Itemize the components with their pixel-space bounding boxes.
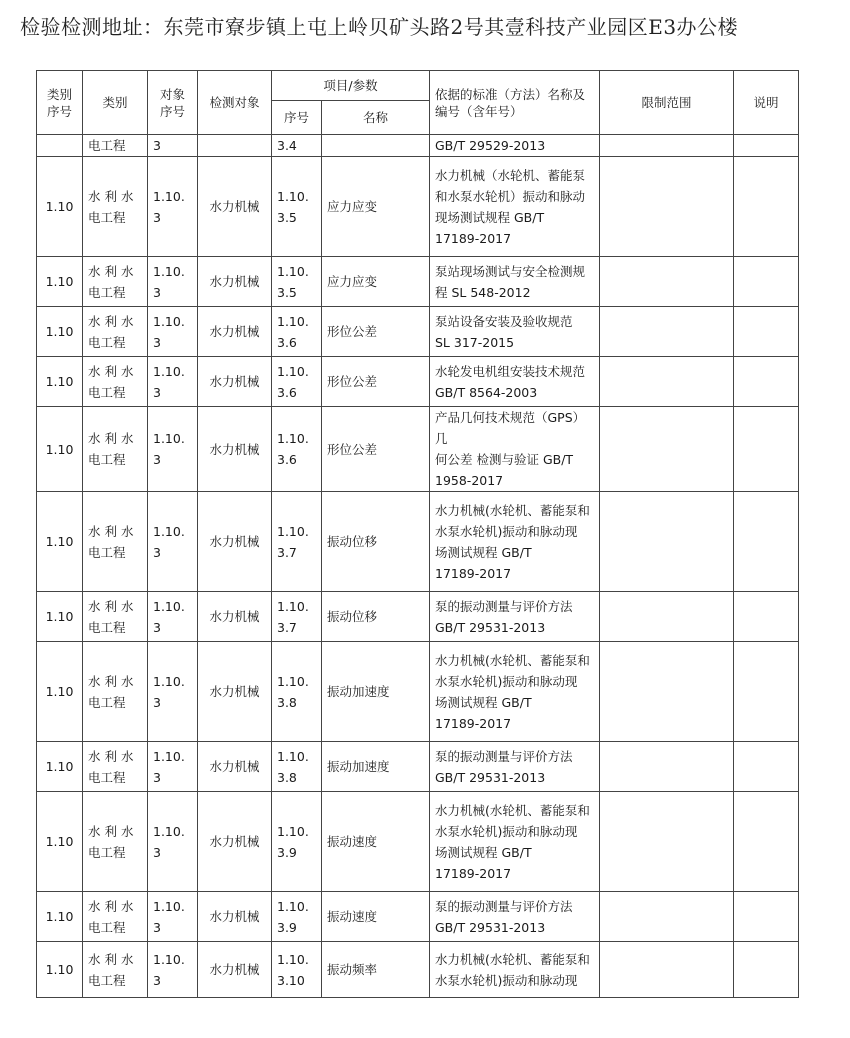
category-no-cell: 1.10 xyxy=(37,942,83,998)
page-title: 检验检测地址：东莞市寮步镇上屯上岭贝矿头路2号其壹科技产业园区E3办公楼 xyxy=(20,15,739,39)
standard-cell: 产品几何技术规范（GPS）几 何公差 检测与验证 GB/T 1958-2017 xyxy=(430,407,600,492)
param-no-cell: 1.10. 3.6 xyxy=(272,407,322,492)
note-cell xyxy=(734,592,799,642)
param-no-cell: 1.10. 3.6 xyxy=(272,307,322,357)
limit-cell xyxy=(600,135,734,157)
param-name-cell: 形位公差 xyxy=(322,307,430,357)
table-row xyxy=(37,135,799,157)
category-cell: 水 利 水 电工程 xyxy=(83,257,148,307)
table-row xyxy=(37,892,799,942)
param-no-cell: 1.10. 3.8 xyxy=(272,742,322,792)
header-param-name: 名称 xyxy=(322,101,430,135)
limit-cell xyxy=(600,357,734,407)
object-cell: 水力机械 xyxy=(198,592,272,642)
standard-cell: 水力机械(水轮机、蓄能泵和 水泵水轮机)振动和脉动现 场测试规程 GB/T 17189-2017 xyxy=(430,492,600,592)
object-cell: 水力机械 xyxy=(198,257,272,307)
limit-cell xyxy=(600,407,734,492)
limit-cell xyxy=(600,592,734,642)
table-row xyxy=(37,492,799,592)
object-no-cell: 1.10. 3 xyxy=(148,592,198,642)
object-cell: 水力机械 xyxy=(198,642,272,742)
object-cell xyxy=(198,135,272,157)
limit-cell xyxy=(600,892,734,942)
object-cell: 水力机械 xyxy=(198,792,272,892)
table-row xyxy=(37,742,799,792)
object-no-cell: 1.10. 3 xyxy=(148,407,198,492)
header-param-group: 项目/参数 xyxy=(272,71,430,101)
standard-cell: 泵的振动测量与评价方法 GB/T 29531-2013 xyxy=(430,592,600,642)
standard-cell: 泵的振动测量与评价方法 GB/T 29531-2013 xyxy=(430,892,600,942)
limit-cell xyxy=(600,307,734,357)
standard-cell: 泵站现场测试与安全检测规 程 SL 548-2012 xyxy=(430,257,600,307)
standard-cell: 泵的振动测量与评价方法 GB/T 29531-2013 xyxy=(430,742,600,792)
category-no-cell: 1.10 xyxy=(37,892,83,942)
param-no-cell: 1.10. 3.5 xyxy=(272,157,322,257)
limit-cell xyxy=(600,492,734,592)
category-cell: 水 利 水 电工程 xyxy=(83,642,148,742)
param-no-cell: 1.10. 3.7 xyxy=(272,492,322,592)
object-no-cell: 1.10. 3 xyxy=(148,742,198,792)
category-cell: 水 利 水 电工程 xyxy=(83,592,148,642)
table-row xyxy=(37,792,799,892)
note-cell xyxy=(734,792,799,892)
category-cell: 水 利 水 电工程 xyxy=(83,407,148,492)
limit-cell xyxy=(600,792,734,892)
header-note: 说明 xyxy=(734,71,799,135)
header-limit: 限制范围 xyxy=(600,71,734,135)
category-cell: 电工程 xyxy=(83,135,148,157)
header-standard: 依据的标准（方法）名称及 编号（含年号） xyxy=(430,71,600,135)
param-no-cell: 1.10. 3.10 xyxy=(272,942,322,998)
param-name-cell: 形位公差 xyxy=(322,407,430,492)
category-no-cell: 1.10 xyxy=(37,357,83,407)
param-no-cell: 3.4 xyxy=(272,135,322,157)
note-cell xyxy=(734,942,799,998)
object-no-cell: 1.10. 3 xyxy=(148,942,198,998)
category-no-cell: 1.10 xyxy=(37,257,83,307)
object-no-cell: 1.10. 3 xyxy=(148,307,198,357)
category-cell: 水 利 水 电工程 xyxy=(83,157,148,257)
object-cell: 水力机械 xyxy=(198,157,272,257)
limit-cell xyxy=(600,157,734,257)
note-cell xyxy=(734,357,799,407)
table-row xyxy=(37,257,799,307)
param-no-cell: 1.10. 3.9 xyxy=(272,892,322,942)
standard-cell: 泵站设备安装及验收规范 SL 317-2015 xyxy=(430,307,600,357)
limit-cell xyxy=(600,742,734,792)
note-cell xyxy=(734,135,799,157)
category-cell: 水 利 水 电工程 xyxy=(83,492,148,592)
param-name-cell: 应力应变 xyxy=(322,257,430,307)
category-no-cell: 1.10 xyxy=(37,792,83,892)
note-cell xyxy=(734,407,799,492)
note-cell xyxy=(734,742,799,792)
table-row xyxy=(37,642,799,742)
category-cell: 水 利 水 电工程 xyxy=(83,307,148,357)
param-no-cell: 1.10. 3.8 xyxy=(272,642,322,742)
header-category-no: 类别 序号 xyxy=(37,71,83,135)
category-cell: 水 利 水 电工程 xyxy=(83,942,148,998)
object-cell: 水力机械 xyxy=(198,307,272,357)
category-no-cell: 1.10 xyxy=(37,592,83,642)
standard-cell: 水轮发电机组安装技术规范 GB/T 8564-2003 xyxy=(430,357,600,407)
note-cell xyxy=(734,642,799,742)
param-name-cell: 振动位移 xyxy=(322,492,430,592)
category-cell: 水 利 水 电工程 xyxy=(83,742,148,792)
test-items-table xyxy=(36,70,799,998)
table-row xyxy=(37,942,799,998)
standard-cell: 水力机械(水轮机、蓄能泵和 水泵水轮机)振动和脉动现 场测试规程 GB/T 17189-2017 xyxy=(430,792,600,892)
header-object: 检测对象 xyxy=(198,71,272,135)
limit-cell xyxy=(600,257,734,307)
object-cell: 水力机械 xyxy=(198,742,272,792)
note-cell xyxy=(734,157,799,257)
note-cell xyxy=(734,257,799,307)
category-no-cell: 1.10 xyxy=(37,742,83,792)
category-no-cell: 1.10 xyxy=(37,642,83,742)
object-cell: 水力机械 xyxy=(198,942,272,998)
object-cell: 水力机械 xyxy=(198,892,272,942)
category-cell: 水 利 水 电工程 xyxy=(83,792,148,892)
category-no-cell: 1.10 xyxy=(37,157,83,257)
table-row xyxy=(37,592,799,642)
object-no-cell: 1.10. 3 xyxy=(148,792,198,892)
object-no-cell: 1.10. 3 xyxy=(148,257,198,307)
param-no-cell: 1.10. 3.9 xyxy=(272,792,322,892)
param-no-cell: 1.10. 3.5 xyxy=(272,257,322,307)
param-name-cell: 振动频率 xyxy=(322,942,430,998)
header-object-no: 对象 序号 xyxy=(148,71,198,135)
object-no-cell: 1.10. 3 xyxy=(148,642,198,742)
note-cell xyxy=(734,892,799,942)
param-name-cell: 振动速度 xyxy=(322,792,430,892)
table-body xyxy=(37,135,799,998)
param-no-cell: 1.10. 3.6 xyxy=(272,357,322,407)
limit-cell xyxy=(600,942,734,998)
standard-cell: 水力机械（水轮机、蓄能泵 和水泵水轮机）振动和脉动 现场测试规程 GB/T 17189-2017 xyxy=(430,157,600,257)
object-cell: 水力机械 xyxy=(198,492,272,592)
table-row xyxy=(37,407,799,492)
object-no-cell: 1.10. 3 xyxy=(148,892,198,942)
category-cell: 水 利 水 电工程 xyxy=(83,357,148,407)
note-cell xyxy=(734,492,799,592)
standard-cell: GB/T 29529-2013 xyxy=(430,135,600,157)
object-cell: 水力机械 xyxy=(198,357,272,407)
object-cell: 水力机械 xyxy=(198,407,272,492)
table-row xyxy=(37,357,799,407)
header-category: 类别 xyxy=(83,71,148,135)
limit-cell xyxy=(600,642,734,742)
object-no-cell: 1.10. 3 xyxy=(148,357,198,407)
header-param-no: 序号 xyxy=(272,101,322,135)
table-row xyxy=(37,307,799,357)
category-no-cell: 1.10 xyxy=(37,407,83,492)
param-name-cell: 应力应变 xyxy=(322,157,430,257)
param-name-cell: 形位公差 xyxy=(322,357,430,407)
param-no-cell: 1.10. 3.7 xyxy=(272,592,322,642)
category-no-cell xyxy=(37,135,83,157)
param-name-cell: 振动加速度 xyxy=(322,642,430,742)
object-no-cell: 1.10. 3 xyxy=(148,157,198,257)
object-no-cell: 1.10. 3 xyxy=(148,492,198,592)
param-name-cell xyxy=(322,135,430,157)
param-name-cell: 振动速度 xyxy=(322,892,430,942)
standard-cell: 水力机械(水轮机、蓄能泵和 水泵水轮机)振动和脉动现 xyxy=(430,942,600,998)
note-cell xyxy=(734,307,799,357)
param-name-cell: 振动加速度 xyxy=(322,742,430,792)
category-no-cell: 1.10 xyxy=(37,492,83,592)
object-no-cell: 3 xyxy=(148,135,198,157)
standard-cell: 水力机械(水轮机、蓄能泵和 水泵水轮机)振动和脉动现 场测试规程 GB/T 17189-2017 xyxy=(430,642,600,742)
param-name-cell: 振动位移 xyxy=(322,592,430,642)
category-cell: 水 利 水 电工程 xyxy=(83,892,148,942)
category-no-cell: 1.10 xyxy=(37,307,83,357)
table-row xyxy=(37,157,799,257)
